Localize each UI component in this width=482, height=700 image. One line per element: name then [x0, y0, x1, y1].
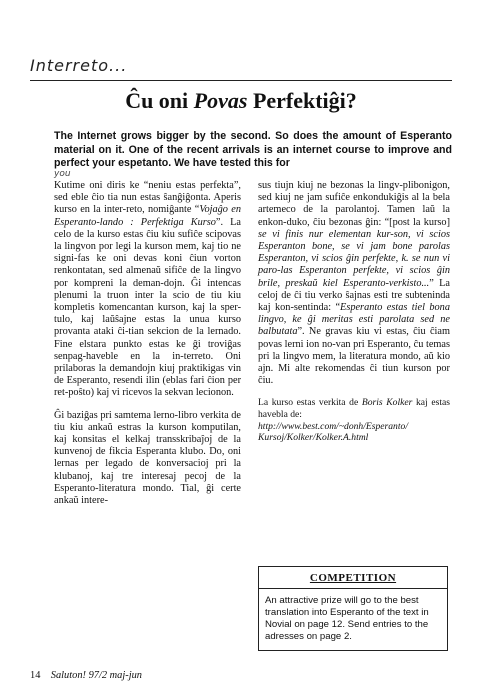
competition-title: COMPETITION [309, 572, 397, 584]
left-paragraph-2: Ĝi baziĝas pri samtema lerno-libro verkita de tiu kiu ankaŭ estras la kurson komputilan, kaj konsitas el kelkaj transskribaĵoj de la kunvenoj de fikcia Esperanta klubo. Do, oni lernas per legado de konversacioj pri la klubanoj, kaj tre interesaj pecoj de la Esperanto-literatura mondo. Tial, ĝi certe ankaŭ intere- [54, 409, 241, 507]
section-header: Interreto... [30, 56, 128, 75]
title-suffix: Perfektiĝi? [252, 88, 357, 113]
right-paragraph-1 [258, 180, 450, 387]
course-title: Vojaĝo en Esperanto-lando : Perfektiga Kurso [54, 204, 241, 228]
competition-divider [259, 588, 447, 589]
page-number: 14 [30, 670, 41, 681]
right-column [258, 180, 450, 454]
page-footer [30, 670, 142, 681]
handwritten-note: you [54, 169, 71, 179]
competition-text: An attractive prize will go to the best translation into Esperanto of the text in Novial on page 12. Send entries to the adresses on page 2. [265, 595, 429, 642]
lead-paragraph: The Internet grows bigger by the second. So does the amount of Esperanto material on it. One of the recent arrivals is an internet course to improve and perfect your espetanto. We have tested this for [54, 130, 452, 169]
text-run: La kurso estas verkita de [258, 397, 362, 409]
text-run: sus tiujn kiuj ne bezonas la lingv-plibonigon, sed kiuj ne jam sufiĉe enkondukiĝis al la bela artemeco de la parolantoj. Tamen laŭ la enkon-duko, ĉiu bezonas ĝin: “[post la kurso] [258, 180, 450, 228]
competition-box [258, 566, 448, 651]
course-url: http://www.best.com/~donh/Esperanto/ Kursoj/Kolker/Kolker.A.html [258, 420, 408, 444]
text-run: ”. La celo de la kurso estas ĉiu kiu sufiĉe scipovas la lingvon por legi la kurson mem, kaj tio ne signi-fas ke oni devas koni ĉiun vorton renkontatan, sed almenaŭ sifiĉe de la lingvo por kompreni la deman-dojn. Ĝi intencas plenumi la truon inter la scio de tiu kiu kompletis komencantan kurson, kaj la sper-tulo, kaj laŭŝajne estas la unua kurso provanta ataki ĉi-tian sekcion de la lernado. Fine elstara punkto estas ke ĝi troviĝas senpag-haveble en la in-terreto. Oni prilaboras la demandojn kiuj praktikigas vin de Esperanto, resendi ilin (eblas fari ĉion per ret-poŝto) kaj vi ricevos la sekvan lecionon. [54, 216, 241, 399]
title-italic-word: Povas [193, 88, 248, 113]
quote-italic: Esperanto estas tiel bona lingvo, ke ĝi meritas esti parolata sed ne balbutata [258, 302, 450, 338]
title-prefix: Ĉu oni [125, 88, 189, 113]
left-column [54, 180, 241, 517]
section-divider [30, 80, 452, 81]
text-run: kaj estas havebla de: [258, 397, 450, 421]
author-name: Boris Kolker [361, 397, 413, 409]
text-run: ” La celoj de ĉi tiu verko ŝajnas esti tre subteninda kaj kon-sentinda: “ [258, 277, 450, 314]
left-paragraph-1 [54, 180, 241, 400]
quote-italic: se vi finis nur elementan kur-son, vi scios Esperanton bone, se vi jam bone parolas Esperanton, vi scios ĝin perfekte, k. se nun vi paro-las Esperanton perfekte, vi scios ĝin brile, preskaŭ kiel Esperanto-verkisto... [258, 228, 450, 289]
course-credit [258, 397, 450, 443]
publication-info: Saluton! 97/2 maj-jun [50, 670, 142, 681]
text-run: ”. Ne gravas kiu vi estas, ĉiu ĉiam povas lerni ion no-van pri Esperanto, ĉu temas pri la lingvo mem, la literatura mondo, aŭ kio ajn. Mi alte rekomendas ĉi tiun kurson por ĉiu. [258, 326, 450, 387]
article-title [0, 88, 482, 114]
text-run: Kutime oni diris ke “neniu estas perfekta”, sed eble ĉio tia nun estas ŝanĝiĝonta. Aperis kurso en la inter-reto, nomiĝante “ [54, 180, 241, 216]
